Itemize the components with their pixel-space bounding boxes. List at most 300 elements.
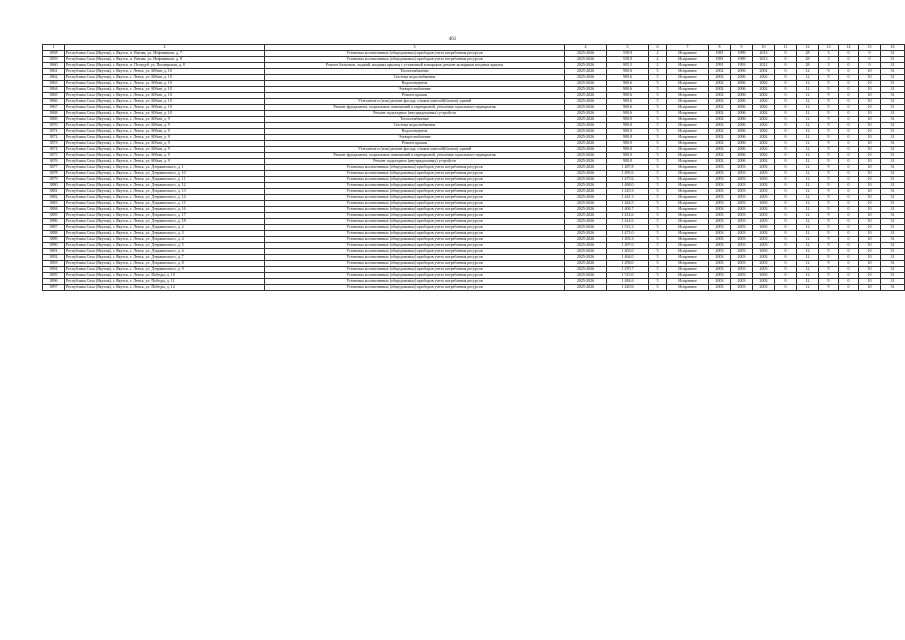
area-cell: 900.6 bbox=[607, 69, 649, 75]
area-cell: 900.0 bbox=[607, 129, 649, 135]
value-cell: 0 bbox=[839, 57, 859, 63]
work-type-cell: Ремонт крыши bbox=[265, 141, 565, 147]
year-cell: 2006 bbox=[731, 111, 753, 117]
year-cell: 2003 bbox=[731, 279, 753, 285]
address-cell: Республика Саха (Якутия), г. Якутск, г. Ленск, ул. Дзержинского, д. 12 bbox=[65, 183, 265, 189]
year-cell: 2003 bbox=[753, 195, 775, 201]
row-id: 3891 bbox=[43, 249, 65, 255]
value-cell: 0 bbox=[775, 225, 797, 231]
period-cell: 2025-2026 bbox=[565, 201, 607, 207]
floors-cell: 5 bbox=[649, 225, 667, 231]
value-cell: 10 bbox=[859, 207, 881, 213]
row-id: 3886 bbox=[43, 219, 65, 225]
year-cell: 2002 bbox=[753, 69, 775, 75]
period-cell: 2025-2026 bbox=[565, 237, 607, 243]
area-cell: 1 513.3 bbox=[607, 225, 649, 231]
area-cell: 1 441.3 bbox=[607, 195, 649, 201]
year-cell: 2002 bbox=[709, 99, 731, 105]
address-cell: Республика Саха (Якутия), г. Якутск, г. Ленск, ул. Победы, д. 10 bbox=[65, 273, 265, 279]
floors-cell: 5 bbox=[649, 129, 667, 135]
year-cell: 2003 bbox=[753, 285, 775, 291]
row-id: 3863 bbox=[43, 81, 65, 87]
floors-cell: 5 bbox=[649, 105, 667, 111]
year-cell: 2003 bbox=[731, 207, 753, 213]
floors-cell: 5 bbox=[649, 201, 667, 207]
year-cell: 2002 bbox=[753, 117, 775, 123]
value-cell: 12 bbox=[797, 243, 819, 249]
row-id: 3874 bbox=[43, 147, 65, 153]
work-type-cell: Ремонт фундамента, подвальных помещений и перекрытий, утепление цокольного перекрытия bbox=[265, 153, 565, 159]
value-cell: 10 bbox=[859, 195, 881, 201]
row-id: 3866 bbox=[43, 99, 65, 105]
value-cell: 31 bbox=[881, 105, 905, 111]
year-cell: 2003 bbox=[709, 165, 731, 171]
period-cell: 2025-2026 bbox=[565, 135, 607, 141]
year-cell: 2003 bbox=[709, 177, 731, 183]
value-cell: 0 bbox=[839, 51, 859, 57]
work-type-cell: Установка коллективных (общедомовых) приборов учета потребления ресурсов bbox=[265, 279, 565, 285]
year-cell: 2002 bbox=[709, 153, 731, 159]
row-id: 3872 bbox=[43, 135, 65, 141]
value-cell: 0 bbox=[775, 111, 797, 117]
address-cell: Республика Саха (Якутия), г. Якутск, г. Ленск, ул. Дзержинского, д. 2 bbox=[65, 225, 265, 231]
value-cell: 9 bbox=[819, 177, 839, 183]
work-type-cell: Электроснабжение bbox=[265, 135, 565, 141]
status-cell: Исправное bbox=[667, 63, 709, 69]
floors-cell: 5 bbox=[649, 177, 667, 183]
period-cell: 2025-2026 bbox=[565, 57, 607, 63]
year-cell: 1991 bbox=[709, 63, 731, 69]
value-cell: 0 bbox=[775, 75, 797, 81]
column-number: 12 bbox=[797, 45, 819, 51]
year-cell: 2003 bbox=[709, 231, 731, 237]
year-cell: 2006 bbox=[731, 69, 753, 75]
value-cell: 0 bbox=[775, 177, 797, 183]
period-cell: 2025-2026 bbox=[565, 225, 607, 231]
address-cell: Республика Саха (Якутия), г. Якутск, г. Ленск, ул. Юбин, д. 10 bbox=[65, 99, 265, 105]
period-cell: 2025-2026 bbox=[565, 93, 607, 99]
period-cell: 2025-2026 bbox=[565, 111, 607, 117]
floors-cell: 5 bbox=[649, 237, 667, 243]
year-cell: 2003 bbox=[753, 201, 775, 207]
value-cell: 10 bbox=[859, 243, 881, 249]
year-cell: 2002 bbox=[709, 135, 731, 141]
year-cell: 2003 bbox=[709, 195, 731, 201]
address-cell: Республика Саха (Якутия), г. Якутск, г. Ленск, ул. Юбин, д. 9 bbox=[65, 117, 265, 123]
value-cell: 10 bbox=[859, 117, 881, 123]
period-cell: 2025-2026 bbox=[565, 243, 607, 249]
status-cell: Исправное bbox=[667, 267, 709, 273]
value-cell: 12 bbox=[797, 255, 819, 261]
year-cell: 2002 bbox=[709, 105, 731, 111]
period-cell: 2025-2026 bbox=[565, 75, 607, 81]
value-cell: 12 bbox=[797, 171, 819, 177]
row-id: 3877 bbox=[43, 165, 65, 171]
value-cell: 31 bbox=[881, 51, 905, 57]
year-cell: 2003 bbox=[753, 249, 775, 255]
value-cell: 9 bbox=[819, 231, 839, 237]
area-cell: 1 464.0 bbox=[607, 255, 649, 261]
address-cell: Республика Саха (Якутия), г. Якутск, г. Ленск, ул. Юбин, д. 10 bbox=[65, 93, 265, 99]
work-type-cell: Установка коллективных (общедомовых) приборов учета потребления ресурсов bbox=[265, 183, 565, 189]
floors-cell: 5 bbox=[649, 165, 667, 171]
floors-cell: 5 bbox=[649, 147, 667, 153]
status-cell: Исправное bbox=[667, 279, 709, 285]
period-cell: 2025-2026 bbox=[565, 87, 607, 93]
address-cell: Республика Саха (Якутия), г. Якутск, г. Ленск, ул. Дзержинского, д. 16 bbox=[65, 207, 265, 213]
column-number: 16 bbox=[881, 45, 905, 51]
value-cell: 0 bbox=[839, 135, 859, 141]
value-cell: 0 bbox=[775, 87, 797, 93]
value-cell: 12 bbox=[797, 261, 819, 267]
value-cell: 10 bbox=[859, 81, 881, 87]
row-id: 3860 bbox=[43, 63, 65, 69]
row-id: 3878 bbox=[43, 171, 65, 177]
status-cell: Исправное bbox=[667, 105, 709, 111]
floors-cell: 5 bbox=[649, 255, 667, 261]
year-cell: 2002 bbox=[753, 75, 775, 81]
year-cell: 2002 bbox=[709, 81, 731, 87]
value-cell: 10 bbox=[859, 261, 881, 267]
value-cell: 0 bbox=[839, 207, 859, 213]
value-cell: 31 bbox=[881, 135, 905, 141]
value-cell: 9 bbox=[819, 255, 839, 261]
year-cell: 2002 bbox=[709, 123, 731, 129]
year-cell: 2003 bbox=[731, 195, 753, 201]
table-row bbox=[43, 285, 905, 291]
value-cell: 0 bbox=[775, 273, 797, 279]
value-cell: 0 bbox=[839, 237, 859, 243]
year-cell: 2002 bbox=[709, 75, 731, 81]
work-type-cell: Установка коллективных (общедомовых) приборов учета потребления ресурсов bbox=[265, 237, 565, 243]
status-cell: Исправное bbox=[667, 135, 709, 141]
value-cell: 0 bbox=[839, 93, 859, 99]
value-cell: 31 bbox=[881, 165, 905, 171]
value-cell: 12 bbox=[797, 213, 819, 219]
work-type-cell: Установка коллективных (общедомовых) приборов учета потребления ресурсов bbox=[265, 207, 565, 213]
period-cell: 2025-2026 bbox=[565, 141, 607, 147]
work-type-cell: Ремонт крыши bbox=[265, 93, 565, 99]
value-cell: 10 bbox=[859, 93, 881, 99]
period-cell: 2025-2026 bbox=[565, 231, 607, 237]
year-cell: 2003 bbox=[731, 267, 753, 273]
value-cell: 0 bbox=[839, 225, 859, 231]
value-cell: 10 bbox=[859, 213, 881, 219]
work-type-cell: Установка коллективных (общедомовых) приборов учета потребления ресурсов bbox=[265, 51, 565, 57]
value-cell: 10 bbox=[859, 153, 881, 159]
address-cell: Республика Саха (Якутия), г. Якутск, г. Ленск, ул. Юбин, д. 9 bbox=[65, 123, 265, 129]
value-cell: 9 bbox=[819, 129, 839, 135]
value-cell: 10 bbox=[859, 171, 881, 177]
value-cell: 0 bbox=[839, 243, 859, 249]
floors-cell: 2 bbox=[649, 57, 667, 63]
value-cell: 9 bbox=[819, 99, 839, 105]
year-cell: 2003 bbox=[709, 237, 731, 243]
floors-cell: 5 bbox=[649, 207, 667, 213]
period-cell: 2025-2026 bbox=[565, 255, 607, 261]
area-cell: 900.6 bbox=[607, 75, 649, 81]
row-id: 3871 bbox=[43, 129, 65, 135]
year-cell: 2002 bbox=[753, 135, 775, 141]
value-cell: 31 bbox=[881, 279, 905, 285]
value-cell: 12 bbox=[797, 249, 819, 255]
value-cell: 31 bbox=[881, 159, 905, 165]
column-number: 7 bbox=[667, 45, 709, 51]
floors-cell: 5 bbox=[649, 111, 667, 117]
value-cell: 0 bbox=[839, 273, 859, 279]
work-type-cell: Установка коллективных (общедомовых) приборов учета потребления ресурсов bbox=[265, 261, 565, 267]
year-cell: 2002 bbox=[753, 153, 775, 159]
value-cell: 31 bbox=[881, 81, 905, 87]
work-type-cell: Система водоснабжения bbox=[265, 123, 565, 129]
row-id: 3890 bbox=[43, 243, 65, 249]
column-number: 15 bbox=[859, 45, 881, 51]
value-cell: 0 bbox=[775, 81, 797, 87]
area-cell: 1 468.0 bbox=[607, 183, 649, 189]
period-cell: 2025-2026 bbox=[565, 153, 607, 159]
status-cell: Исправное bbox=[667, 231, 709, 237]
year-cell: 2006 bbox=[731, 129, 753, 135]
area-cell: 558.9 bbox=[607, 57, 649, 63]
value-cell: 10 bbox=[859, 123, 881, 129]
floors-cell: 5 bbox=[649, 195, 667, 201]
year-cell: 2003 bbox=[753, 207, 775, 213]
value-cell: 31 bbox=[881, 141, 905, 147]
value-cell: 28 bbox=[797, 57, 819, 63]
area-cell: 905.5 bbox=[607, 63, 649, 69]
value-cell: 12 bbox=[797, 165, 819, 171]
floors-cell: 5 bbox=[649, 231, 667, 237]
value-cell: 0 bbox=[775, 129, 797, 135]
status-cell: Исправное bbox=[667, 237, 709, 243]
column-number: 8 bbox=[709, 45, 731, 51]
value-cell: 3 bbox=[819, 51, 839, 57]
value-cell: 28 bbox=[797, 51, 819, 57]
area-cell: 900.0 bbox=[607, 123, 649, 129]
floors-cell: 5 bbox=[649, 261, 667, 267]
year-cell: 2003 bbox=[709, 243, 731, 249]
value-cell: 10 bbox=[859, 225, 881, 231]
period-cell: 2025-2026 bbox=[565, 219, 607, 225]
value-cell: 31 bbox=[881, 183, 905, 189]
area-cell: 900.0 bbox=[607, 153, 649, 159]
work-type-cell: Установка коллективных (общедомовых) приборов учета потребления ресурсов bbox=[265, 177, 565, 183]
value-cell: 31 bbox=[881, 75, 905, 81]
value-cell: 0 bbox=[775, 279, 797, 285]
value-cell: 0 bbox=[839, 255, 859, 261]
value-cell: 0 bbox=[775, 183, 797, 189]
year-cell: 2003 bbox=[753, 261, 775, 267]
value-cell: 0 bbox=[839, 111, 859, 117]
work-type-cell: Ремонт подъездных (внутридомовых) устройств bbox=[265, 159, 565, 165]
row-id: 3893 bbox=[43, 261, 65, 267]
value-cell: 12 bbox=[797, 219, 819, 225]
value-cell: 0 bbox=[775, 135, 797, 141]
value-cell: 10 bbox=[859, 189, 881, 195]
work-type-cell: Установка коллективных (общедомовых) приборов учета потребления ресурсов bbox=[265, 243, 565, 249]
address-cell: Республика Саха (Якутия), г. Якутск, п. Витим, ул. Нефтяников, д. 8 bbox=[65, 57, 265, 63]
year-cell: 2002 bbox=[709, 87, 731, 93]
work-type-cell: Теплоснабжение bbox=[265, 69, 565, 75]
value-cell: 3 bbox=[819, 63, 839, 69]
value-cell: 12 bbox=[797, 153, 819, 159]
area-cell: 1 414.6 bbox=[607, 219, 649, 225]
value-cell: 31 bbox=[881, 87, 905, 93]
value-cell: 10 bbox=[859, 147, 881, 153]
year-cell: 2003 bbox=[709, 261, 731, 267]
floors-cell: 2 bbox=[649, 51, 667, 57]
value-cell: 9 bbox=[819, 87, 839, 93]
value-cell: 0 bbox=[839, 69, 859, 75]
status-cell: Исправное bbox=[667, 99, 709, 105]
value-cell: 0 bbox=[839, 153, 859, 159]
value-cell: 9 bbox=[819, 69, 839, 75]
year-cell: 2002 bbox=[753, 147, 775, 153]
status-cell: Исправное bbox=[667, 87, 709, 93]
address-cell: Республика Саха (Якутия), г. Якутск, г. Ленск, ул. Юбин, д. 9 bbox=[65, 141, 265, 147]
year-cell: 2003 bbox=[753, 219, 775, 225]
row-id: 3858 bbox=[43, 51, 65, 57]
year-cell: 2003 bbox=[731, 201, 753, 207]
address-cell: Республика Саха (Якутия), г. Якутск, г. Ленск, ул. Дзержинского, д. 1 bbox=[65, 165, 265, 171]
value-cell: 9 bbox=[819, 267, 839, 273]
year-cell: 2003 bbox=[731, 183, 753, 189]
year-cell: 2003 bbox=[753, 279, 775, 285]
area-cell: 900.6 bbox=[607, 111, 649, 117]
address-cell: Республика Саха (Якутия), г. Якутск, г. Ленск, ул. Юбин, д. 10 bbox=[65, 75, 265, 81]
column-number: 3 bbox=[265, 45, 565, 51]
year-cell: 2003 bbox=[731, 273, 753, 279]
value-cell: 10 bbox=[859, 111, 881, 117]
year-cell: 2002 bbox=[753, 81, 775, 87]
value-cell: 0 bbox=[775, 231, 797, 237]
year-cell: 2003 bbox=[709, 183, 731, 189]
value-cell: 12 bbox=[797, 99, 819, 105]
value-cell: 12 bbox=[797, 81, 819, 87]
value-cell: 31 bbox=[881, 195, 905, 201]
row-id: 3862 bbox=[43, 75, 65, 81]
value-cell: 0 bbox=[775, 105, 797, 111]
floors-cell: 5 bbox=[649, 93, 667, 99]
status-cell: Исправное bbox=[667, 219, 709, 225]
status-cell: Исправное bbox=[667, 81, 709, 87]
year-cell: 2003 bbox=[709, 285, 731, 291]
year-cell: 2002 bbox=[709, 117, 731, 123]
column-number: 14 bbox=[839, 45, 859, 51]
period-cell: 2025-2026 bbox=[565, 63, 607, 69]
value-cell: 9 bbox=[819, 117, 839, 123]
value-cell: 10 bbox=[859, 219, 881, 225]
address-cell: Республика Саха (Якутия), г. Якутск, г. Ленск, ул. Юбин, д. 10 bbox=[65, 111, 265, 117]
work-type-cell: Установка коллективных (общедомовых) приборов учета потребления ресурсов bbox=[265, 285, 565, 291]
value-cell: 0 bbox=[839, 81, 859, 87]
value-cell: 31 bbox=[881, 237, 905, 243]
year-cell: 2003 bbox=[731, 189, 753, 195]
value-cell: 9 bbox=[819, 171, 839, 177]
value-cell: 0 bbox=[775, 255, 797, 261]
value-cell: 0 bbox=[775, 159, 797, 165]
value-cell: 9 bbox=[819, 159, 839, 165]
row-id: 3876 bbox=[43, 159, 65, 165]
year-cell: 2003 bbox=[709, 189, 731, 195]
row-id: 3894 bbox=[43, 267, 65, 273]
year-cell: 2003 bbox=[709, 219, 731, 225]
row-id: 3888 bbox=[43, 231, 65, 237]
row-id: 3880 bbox=[43, 183, 65, 189]
value-cell: 31 bbox=[881, 63, 905, 69]
row-id: 3869 bbox=[43, 117, 65, 123]
capital-repair-table bbox=[42, 44, 905, 291]
value-cell: 12 bbox=[797, 111, 819, 117]
value-cell: 31 bbox=[881, 189, 905, 195]
work-type-cell: Электроснабжение bbox=[265, 87, 565, 93]
area-cell: 900.6 bbox=[607, 81, 649, 87]
value-cell: 9 bbox=[819, 135, 839, 141]
column-number: 13 bbox=[819, 45, 839, 51]
status-cell: Исправное bbox=[667, 207, 709, 213]
value-cell: 9 bbox=[819, 141, 839, 147]
status-cell: Исправное bbox=[667, 255, 709, 261]
value-cell: 10 bbox=[859, 135, 881, 141]
value-cell: 12 bbox=[797, 75, 819, 81]
column-number: 4 bbox=[565, 45, 607, 51]
value-cell: 12 bbox=[797, 87, 819, 93]
value-cell: 12 bbox=[797, 237, 819, 243]
year-cell: 2002 bbox=[753, 105, 775, 111]
period-cell: 2025-2026 bbox=[565, 273, 607, 279]
period-cell: 2025-2026 bbox=[565, 105, 607, 111]
work-type-cell: Ремонт балконов, лоджий, входных крылец с установкой козырьков, ремонт козырьков входных крылец bbox=[265, 63, 565, 69]
status-cell: Исправное bbox=[667, 117, 709, 123]
status-cell: Исправное bbox=[667, 111, 709, 117]
value-cell: 0 bbox=[839, 201, 859, 207]
year-cell: 2003 bbox=[709, 201, 731, 207]
value-cell: 9 bbox=[819, 153, 839, 159]
address-cell: Республика Саха (Якутия), г. Якутск, г. Ленск, ул. Дзержинского, д. 13 bbox=[65, 189, 265, 195]
area-cell: 1 487.8 bbox=[607, 165, 649, 171]
year-cell: 2002 bbox=[709, 147, 731, 153]
year-cell: 1981 bbox=[709, 51, 731, 57]
value-cell: 9 bbox=[819, 111, 839, 117]
value-cell: 31 bbox=[881, 177, 905, 183]
value-cell: 0 bbox=[775, 195, 797, 201]
area-cell: 1 458.0 bbox=[607, 261, 649, 267]
area-cell: 900.6 bbox=[607, 99, 649, 105]
value-cell: 10 bbox=[859, 75, 881, 81]
row-id: 3868 bbox=[43, 111, 65, 117]
address-cell: Республика Саха (Якутия), г. Якутск, г. Ленск, ул. Юбин, д. 9 bbox=[65, 129, 265, 135]
value-cell: 9 bbox=[819, 123, 839, 129]
year-cell: 2012 bbox=[753, 63, 775, 69]
period-cell: 2025-2026 bbox=[565, 279, 607, 285]
value-cell: 31 bbox=[881, 273, 905, 279]
value-cell: 0 bbox=[775, 267, 797, 273]
work-type-cell: Установка коллективных (общедомовых) приборов учета потребления ресурсов bbox=[265, 195, 565, 201]
row-id: 3883 bbox=[43, 201, 65, 207]
year-cell: 2003 bbox=[709, 255, 731, 261]
value-cell: 31 bbox=[881, 225, 905, 231]
status-cell: Исправное bbox=[667, 201, 709, 207]
address-cell: Республика Саха (Якутия), г. Якутск, г. Ленск, ул. Дзержинского, д. 17 bbox=[65, 213, 265, 219]
value-cell: 9 bbox=[819, 201, 839, 207]
status-cell: Исправное bbox=[667, 273, 709, 279]
year-cell: 2006 bbox=[731, 75, 753, 81]
value-cell: 0 bbox=[839, 75, 859, 81]
year-cell: 2003 bbox=[731, 255, 753, 261]
value-cell: 9 bbox=[819, 75, 839, 81]
row-id: 3870 bbox=[43, 123, 65, 129]
value-cell: 0 bbox=[775, 117, 797, 123]
